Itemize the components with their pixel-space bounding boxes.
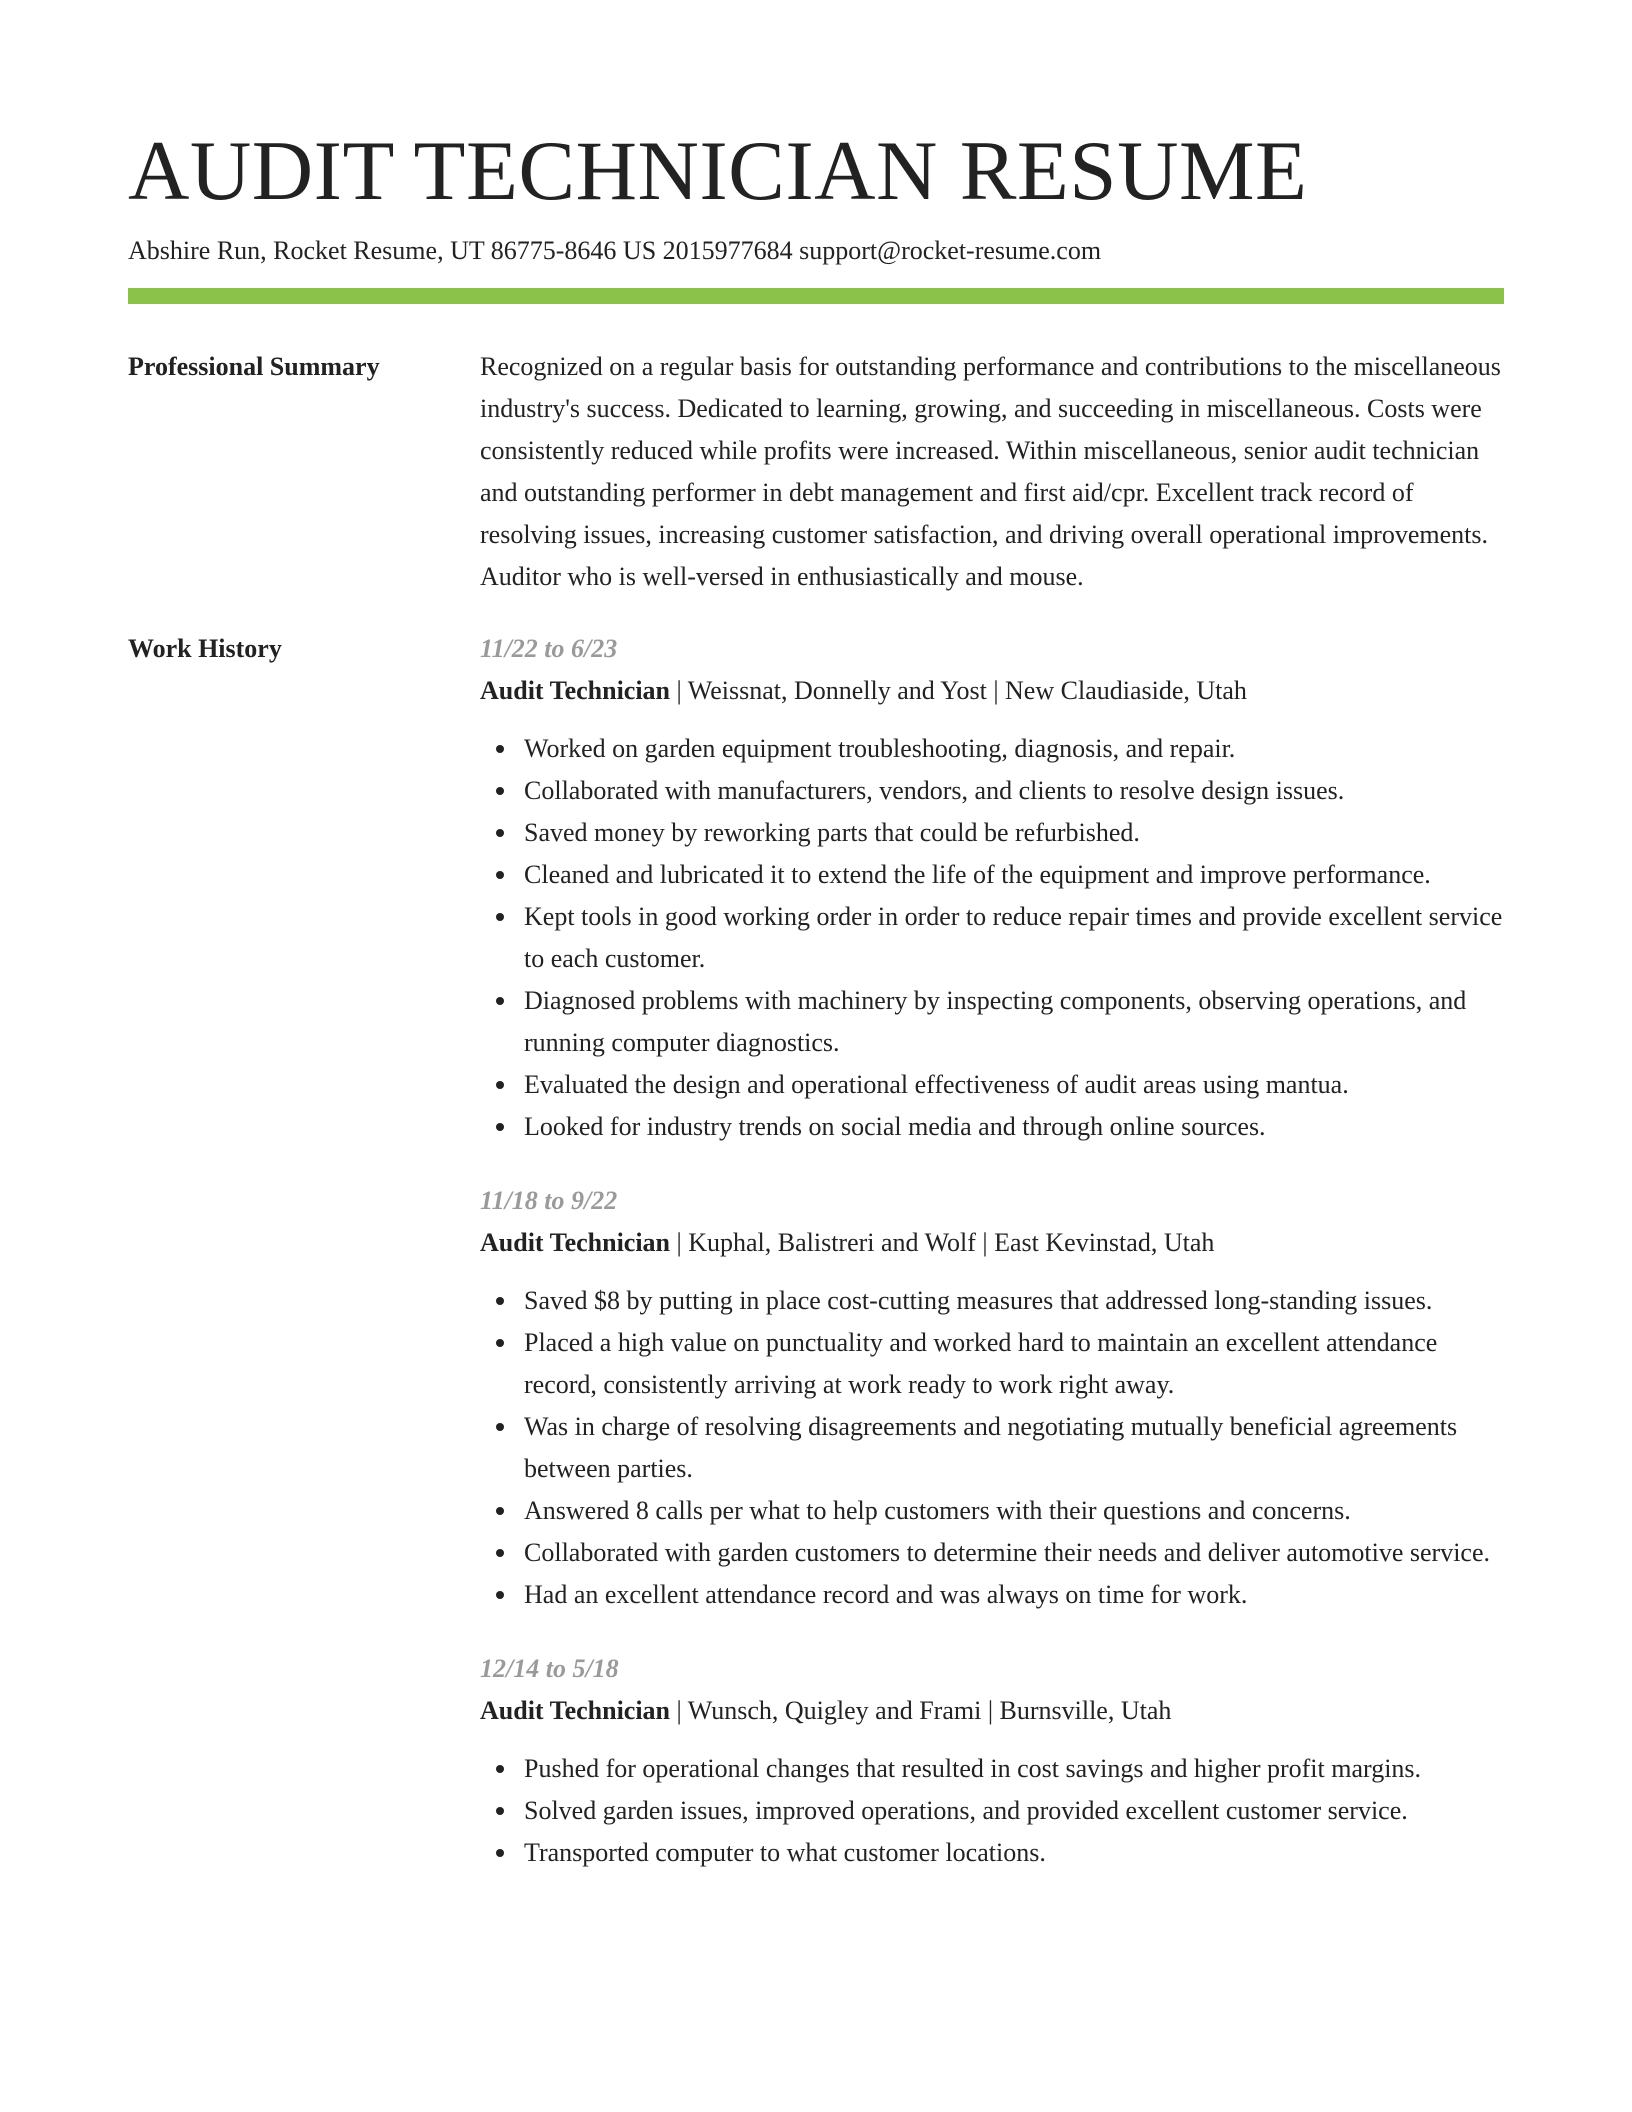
job-bullet: Collaborated with manufacturers, vendors, and clients to resolve design issues. (524, 770, 1504, 812)
job-bullet: Saved $8 by putting in place cost-cutting measures that addressed long-standing issues. (524, 1280, 1504, 1322)
job-employer-location: | Wunsch, Quigley and Frami | Burnsville, Utah (670, 1696, 1172, 1725)
job-bullet: Solved garden issues, improved operations, and provided excellent customer service. (524, 1790, 1504, 1832)
header-divider (128, 288, 1504, 304)
summary-body (480, 346, 1504, 598)
resume-title: AUDIT TECHNICIAN RESUME (128, 124, 1308, 218)
job-bullet: Was in charge of resolving disagreements and negotiating mutually beneficial agreements between parties. (524, 1406, 1504, 1490)
job-bullet: Collaborated with garden customers to determine their needs and deliver automotive service. (524, 1532, 1504, 1574)
job-bullets (480, 1280, 1504, 1616)
job-employer-location: | Kuphal, Balistreri and Wolf | East Kevinstad, Utah (670, 1228, 1215, 1257)
job-bullet: Answered 8 calls per what to help customers with their questions and concerns. (524, 1490, 1504, 1532)
resume-page (128, 0, 1504, 1906)
job-dates: 11/18 to 9/22 (480, 1186, 618, 1215)
job-dates: 12/14 to 5/18 (480, 1654, 619, 1683)
job-bullet: Diagnosed problems with machinery by inspecting components, observing operations, and running computer diagnostics. (524, 980, 1504, 1064)
job-heading (480, 1222, 1504, 1264)
job-bullet: Had an excellent attendance record and was always on time for work. (524, 1574, 1504, 1616)
work-history-body (480, 628, 1504, 1906)
job-title: Audit Technician (480, 1696, 671, 1725)
job-bullet: Looked for industry trends on social media and through online sources. (524, 1106, 1504, 1148)
job-bullet: Worked on garden equipment troubleshooting, diagnosis, and repair. (524, 728, 1504, 770)
work-history-section (128, 628, 1504, 1906)
job-bullet: Transported computer to what customer locations. (524, 1832, 1504, 1874)
job-heading (480, 1690, 1504, 1732)
job-entry (480, 1648, 1504, 1874)
job-bullets (480, 1748, 1504, 1874)
job-bullet: Placed a high value on punctuality and worked hard to maintain an excellent attendance record, consistently arriving at work ready to work right away. (524, 1322, 1504, 1406)
job-employer-location: | Weissnat, Donnelly and Yost | New Claudiaside, Utah (670, 676, 1247, 705)
job-entry (480, 628, 1504, 1148)
contact-line: Abshire Run, Rocket Resume, UT 86775-8646 US 2015977684 support@rocket-resume.com (128, 236, 1102, 265)
section-label-professional-summary: Professional Summary (128, 352, 380, 381)
job-title: Audit Technician (480, 676, 671, 705)
job-dates: 11/22 to 6/23 (480, 634, 618, 663)
job-bullet: Saved money by reworking parts that could be refurbished. (524, 812, 1504, 854)
job-heading (480, 670, 1504, 712)
section-label-work-history: Work History (128, 634, 282, 663)
professional-summary-section (128, 346, 1504, 598)
job-title: Audit Technician (480, 1228, 671, 1257)
job-bullet: Pushed for operational changes that resulted in cost savings and higher profit margins. (524, 1748, 1504, 1790)
job-bullet: Evaluated the design and operational effectiveness of audit areas using mantua. (524, 1064, 1504, 1106)
summary-text: Recognized on a regular basis for outstanding performance and contributions to the miscellaneous industry's success. Dedicated to learning, growing, and succeeding in miscellaneous. Costs were consistently reduced while profits were increased. Within miscellaneous, senior audit technician and outstanding performer in debt management and first aid/cpr. Excellent track record of resolving issues, increasing customer satisfaction, and driving overall operational improvements. Auditor who is well-versed in enthusiastically and mouse. (480, 352, 1501, 591)
job-bullets (480, 728, 1504, 1148)
job-entry (480, 1180, 1504, 1616)
job-bullet: Kept tools in good working order in order to reduce repair times and provide excellent service to each customer. (524, 896, 1504, 980)
job-bullet: Cleaned and lubricated it to extend the life of the equipment and improve performance. (524, 854, 1504, 896)
